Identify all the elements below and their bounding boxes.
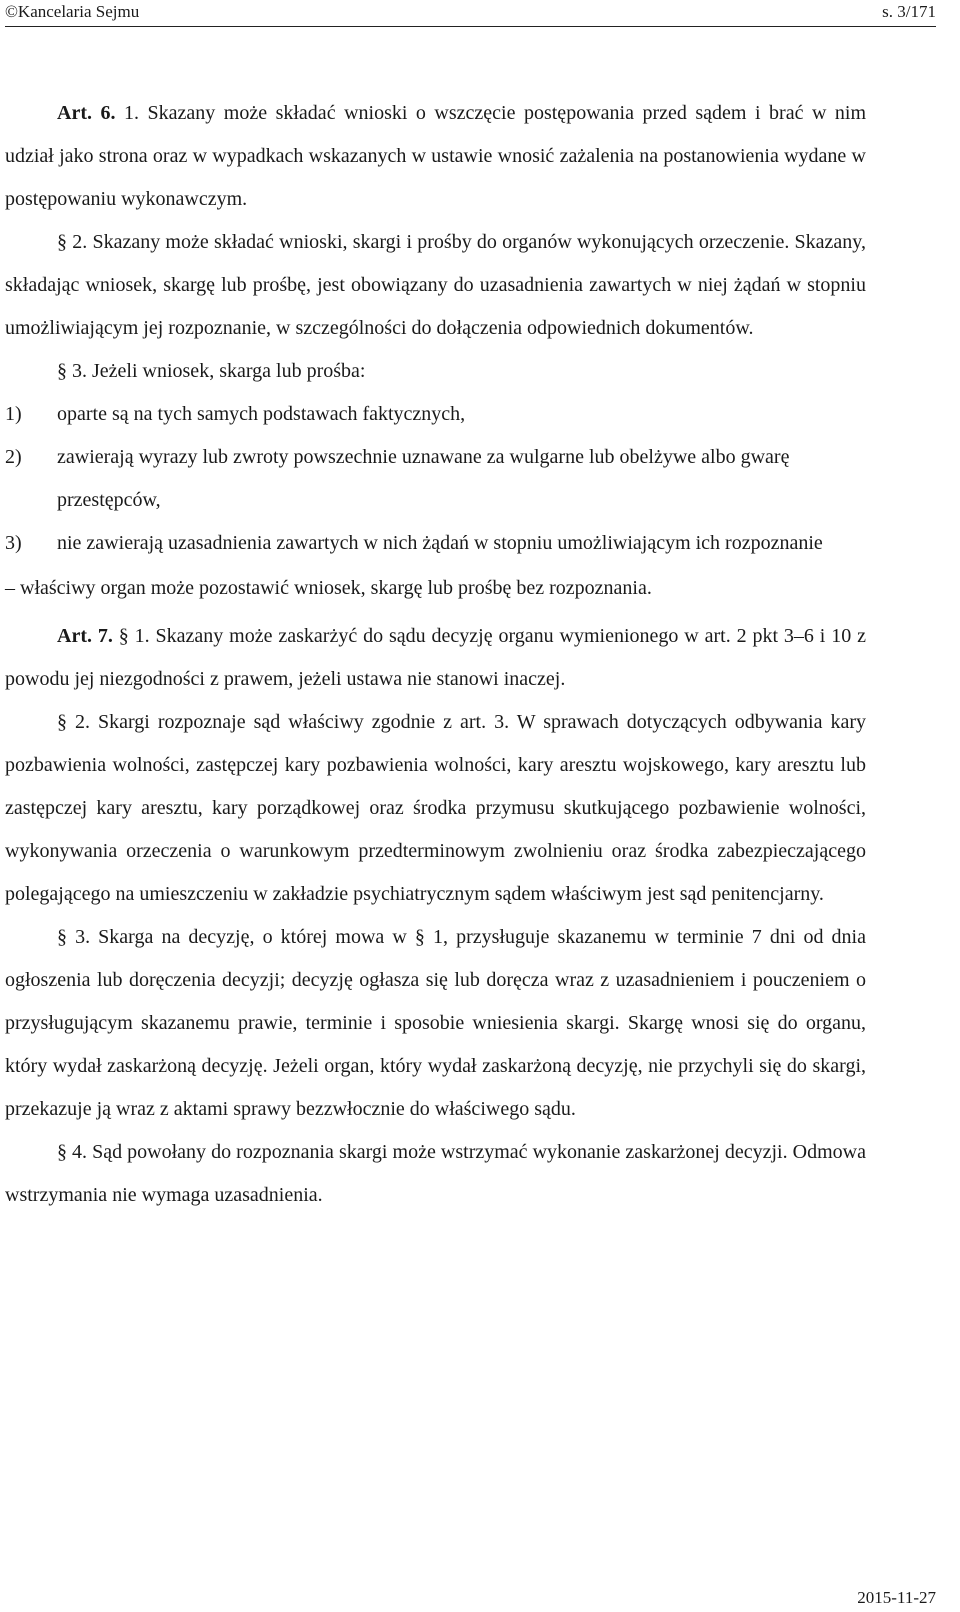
list-item — [5, 522, 866, 565]
document-date: 2015-11-27 — [857, 1588, 936, 1607]
list-item-text: oparte są na tych samych podstawach faktycznych, — [57, 403, 466, 425]
list-item-number: 3) — [5, 532, 22, 554]
art-7-label: Art. 7. — [57, 625, 113, 647]
list-item-text: nie zawierają uzasadnienia zawartych w nich żądań w stopniu umożliwiającym ich rozpoznanie — [57, 532, 823, 554]
document-body — [5, 92, 866, 1217]
list-item-number: 1) — [5, 403, 22, 425]
list-item — [5, 436, 866, 522]
art-6-label: Art. 6. — [57, 102, 116, 124]
art-6-par-2: § 2. Skazany może składać wnioski, skargi i prośby do organów wykonujących orzeczenie. Skazany, składając wniosek, skargę lub prośbę, jest obowiązany do uzasadnienia zawartych w niej żądań w stopniu umożliwiającym jej rozpoznanie, w szczególności do dołączenia odpowiednich dokumentów. — [5, 231, 866, 339]
art-7-par-1 — [5, 615, 866, 701]
art-7-par-4: § 4. Sąd powołany do rozpoznania skargi może wstrzymać wykonanie zaskarżonej decyzji. Odmowa wstrzymania nie wymaga uzasadnienia. — [5, 1141, 866, 1206]
art-6-par-1-text: 1. Skazany może składać wnioski o wszczęcie postępowania przed sądem i brać w nim udział jako strona oraz w wypadkach wskazanych w ustawie wnosić zażalenia na postanowienia wydane w postępowaniu wykonawczym. — [5, 102, 867, 210]
art-7-par-2: § 2. Skargi rozpoznaje sąd właściwy zgodnie z art. 3. W sprawach dotyczących odbywania kary pozbawienia wolności, zastępczej kary pozbawienia wolności, kary aresztu wojskowego, kary aresztu lub zastępczej kary aresztu, kary porządkowej oraz środka przymusu skutkującego pozbawienie wolności, wykonywania orzeczenia o warunkowym przedterminowym zwolnieniu oraz środka zabezpieczającego polegającego na umieszczeniu w zakładzie psychiatrycznym sądem właściwym jest sąd penitencjarny. — [5, 711, 866, 905]
list-item-text: zawierają wyrazy lub zwroty powszechnie uznawane za wulgarne lub obelżywe albo gwarę przestępców, — [57, 446, 790, 511]
page-number: s. 3/171 — [882, 2, 936, 21]
art-6-par-3-intro: § 3. Jeżeli wniosek, skarga lub prośba: — [57, 360, 366, 382]
header-rule — [5, 26, 936, 27]
page-header — [5, 2, 936, 24]
art-7-par-3: § 3. Skarga na decyzję, o której mowa w § 1, przysługuje skazanemu w terminie 7 dni od dnia ogłoszenia lub doręczenia decyzji; decyzję ogłasza się lub doręcza wraz z uzasadnieniem i pouczeniem o przysługującym skazanemu prawie, terminie i sposobie wniesienia skargi. Skargę wnosi się do organu, który wydał zaskarżoną decyzję. Jeżeli organ, który wydał zaskarżoną decyzję, nie przychyli się do skargi, przekazuje ją wraz z aktami sprawy bezzwłocznie do właściwego sądu. — [5, 926, 866, 1120]
list-item-number: 2) — [5, 446, 22, 468]
art-6-par-1 — [5, 92, 866, 221]
art-7-par-1-text: § 1. Skazany może zaskarżyć do sądu decyzję organu wymienionego w art. 2 pkt 3–6 i 10 z powodu jej niezgodności z prawem, jeżeli ustawa nie stanowi inaczej. — [5, 625, 867, 690]
list-item — [5, 393, 866, 436]
art-6-par-3-outro: – właściwy organ może pozostawić wniosek, skargę lub prośbę bez rozpoznania. — [5, 577, 652, 599]
publisher-label: ©Kancelaria Sejmu — [5, 2, 140, 21]
